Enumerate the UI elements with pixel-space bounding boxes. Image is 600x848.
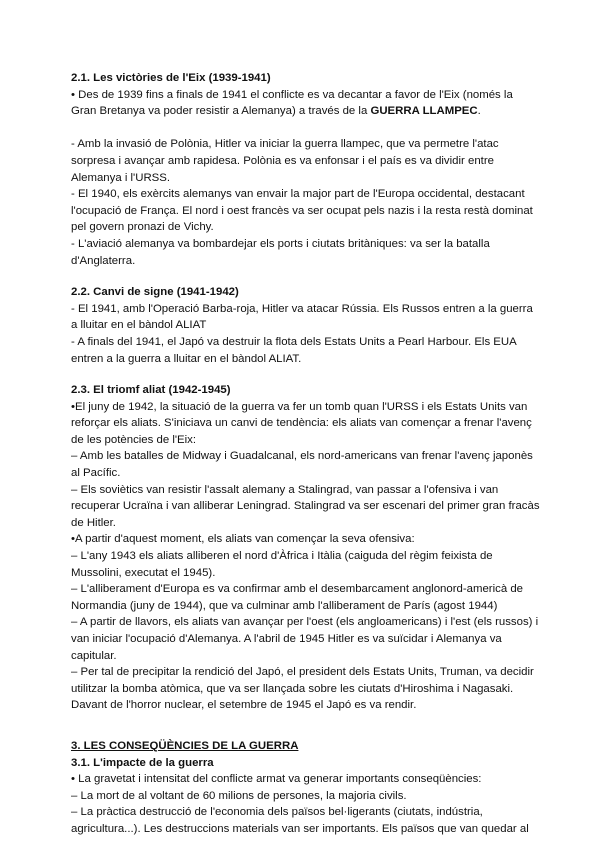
- paragraph: – La mort de al voltant de 60 milions de persones, la majoria civils.: [71, 789, 407, 802]
- paragraph: - El 1941, amb l'Operació Barba-roja, Hitler va atacar Rússia. Els Russos entren a la guerra a lluitar en el bàndol ALIAT: [71, 302, 533, 332]
- paragraph: – Els soviètics van resistir l'assalt alemany a Stalingrad, van passar a l'ofensiva i van recuperar Ucraïna i van alliberar Leningrad. Stalingrad va ser escenari del primer gran fracàs de Hitler.: [71, 483, 540, 529]
- paragraph: - L'aviació alemanya va bombardejar els ports i ciutats britàniques: va ser la batalla d'Anglaterra.: [71, 237, 490, 267]
- paragraph: – L'any 1943 els aliats alliberen el nord d'Àfrica i Itàlia (caiguda del règim feixista de Mussolini, executat el 1945).: [71, 550, 493, 579]
- document-page: [71, 70, 541, 838]
- paragraph: •El juny de 1942, la situació de la guerra va fer un tomb quan l'URSS i els Estats Units van reforçar els aliats. S'iniciava un canvi de tendència: els aliats van començar a frenar l'avenç de les potències de l'Eix:: [71, 400, 532, 446]
- paragraph: – Amb les batalles de Midway i Guadalcanal, els nord-americans van frenar l'avenç japonès al Pacífic.: [71, 450, 533, 480]
- intro-text: • Des de 1939 fins a finals de 1941 el conflicte es va decantar a favor de l'Eix (només la Gran Bretanya va poder resistir a Alemanya) a través de la: [71, 88, 513, 118]
- spacer: [71, 714, 541, 738]
- spacer: [71, 269, 541, 284]
- spacer: [71, 120, 541, 137]
- section-2-2-heading: 2.2. Canvi de signe (1941-1942): [71, 286, 239, 299]
- spacer: [71, 367, 541, 382]
- paragraph: – Per tal de precipitar la rendició del Japó, el president dels Estats Units, Truman, va decidir utilitzar la bomba atòmica, que va ser llançada sobre les ciutats d'Hiroshima i Nagasaki. Davant de l'horror nuclear, el setembre de 1945 el Japó es va rendir.: [71, 666, 534, 712]
- section-2-1-heading: 2.1. Les victòries de l'Eix (1939-1941): [71, 72, 271, 84]
- intro-emphasis: GUERRA LLAMPEC: [370, 105, 478, 118]
- paragraph: - Amb la invasió de Polònia, Hitler va iniciar la guerra llampec, que va permetre l'atac sorpresa i avançar amb rapidesa. Polònia es va enfonsar i el país es va dividir entre Alemanya i l'URSS.: [71, 138, 499, 184]
- paragraph: • La gravetat i intensitat del conflicte armat va generar importants conseqüències:: [71, 773, 482, 786]
- paragraph: •A partir d'aquest moment, els aliats van començar la seva ofensiva:: [71, 533, 415, 546]
- paragraph: – L'alliberament d'Europa es va confirmar amb el desembarcament anglonord-americà de Normandia (juny de 1944), que va culminar amb l'alliberament de París (agost 1944): [71, 583, 523, 612]
- paragraph: - A finals del 1941, el Japó va destruir la flota dels Estats Units a Pearl Harbour. Els EUA entren a la guerra a lluitar en el bàndol ALIAT.: [71, 335, 517, 365]
- section-3-heading: 3. LES CONSEQÜÈNCIES DE LA GUERRA: [71, 739, 299, 752]
- paragraph: - El 1940, els exèrcits alemanys van envair la major part de l'Europa occidental, destacant l'ocupació de França. El nord i oest francès va ser ocupat pels nazis i la resta restà dominat pel govern pronazi de Vichy.: [71, 188, 533, 234]
- section-3-1-heading: 3.1. L'impacte de la guerra: [71, 756, 214, 769]
- paragraph: – A partir de llavors, els aliats van avançar per l'oest (els angloamericans) i l'est (els russos) i van iniciar l'ocupació d'Alemanya. A l'abril de 1945 Hitler es va suïcidar i Alemanya va capitular.: [71, 616, 539, 662]
- section-2-3-heading: 2.3. El triomf aliat (1942-1945): [71, 384, 231, 397]
- intro-end: .: [477, 105, 481, 118]
- paragraph: – La pràctica destrucció de l'economia dels països bel·ligerants (ciutats, indústria, agricultura...). Les destruccions materials van ser importants. Els països que van quedar al: [71, 806, 529, 835]
- section-2-1-intro: [71, 87, 541, 120]
